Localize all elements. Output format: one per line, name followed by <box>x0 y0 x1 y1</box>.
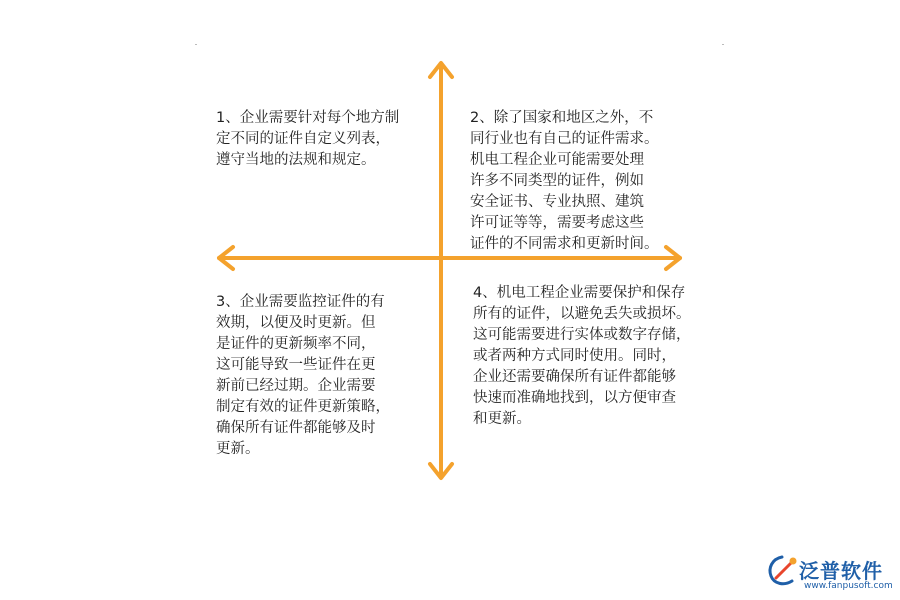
quadrant-1-text: 1、企业需要针对每个地方制 定不同的证件自定义列表， 遵守当地的法规和规定。 <box>216 110 400 168</box>
quadrant-4-text: 4、机电工程企业需要保护和保存 所有的证件，以避免丢失或损坏。 这可能需要进行实体或数字存储， 或者两种方式同时使用。同时， 企业还需要确保所有证件都能够 快速而准确地找到，以方便审查 和更新。 <box>473 285 691 427</box>
quadrant-2-text: 2、除了国家和地区之外，不 同行业也有自己的证件需求。 机电工程企业可能需要处理 许多不同类型的证件，例如 安全证书、专业执照、建筑 许可证等等，需要考虑这些 证件的不同需求和更新时间。 <box>470 110 659 252</box>
fanpu-logo <box>766 548 896 598</box>
fanpu-logo-icon <box>766 554 798 588</box>
quadrant-3-text: 3、企业需要监控证件的有 效期，以便及时更新。但 是证件的更新频率不同， 这可能导致一些证件在更 新前已经过期。企业需要 制定有效的证件更新策略， 确保所有证件都能够及时 更新。 <box>216 294 390 457</box>
logo-url: www.fanpusoft.com <box>804 581 893 591</box>
logo-name: 泛普软件 <box>799 559 883 583</box>
